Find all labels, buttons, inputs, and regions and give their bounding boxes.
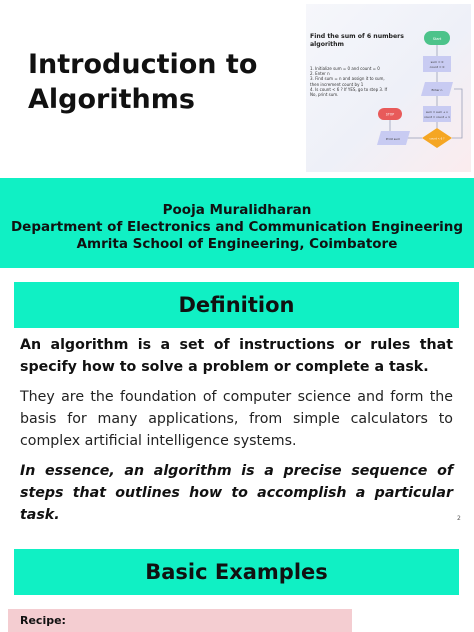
flow-input-label: Enter n — [431, 88, 443, 92]
flow-decision-label: count < 6 ? — [429, 137, 445, 141]
flow-start-label: Start — [432, 37, 442, 41]
flow-stop-label: STOP — [385, 112, 395, 117]
flow-init-label-2: count = 0 — [429, 65, 445, 69]
author-name: Pooja Muralidharan — [162, 202, 312, 218]
thumbnail-step: then increment count by 1 — [310, 81, 364, 87]
flowchart-diagram — [306, 4, 471, 172]
basic-examples-heading: Basic Examples — [14, 549, 459, 595]
thumbnail-step: 2. Enter n — [310, 71, 330, 77]
essence-paragraph: In essence, an algorithm is a precise sequence of steps that outlines how to accomplish a particular task. — [20, 463, 453, 523]
flow-init-label: sum = 0 — [430, 60, 444, 64]
flow-count-label: count = count + 1 — [424, 115, 450, 119]
definition-paragraph: An algorithm is a set of instructions or rules that specify how to solve a problem or complete a task. — [20, 337, 453, 375]
recipe-label: Recipe: — [20, 614, 66, 627]
flow-sum — [423, 106, 451, 122]
flow-init — [423, 56, 451, 72]
thumbnail-step: No, print sum. — [310, 91, 339, 97]
definition-heading: Definition — [14, 282, 459, 328]
page-title: Introduction to Algorithms — [28, 49, 258, 115]
foundation-paragraph: They are the foundation of computer science and form the basis for many applications, from simple calculators to complex artificial intelligence systems. — [20, 389, 453, 449]
flow-output-label: Print sum — [385, 137, 401, 141]
thumbnail-step: 1. Initialize sum = 0 and count = 0 — [310, 66, 380, 71]
thumbnail-title: Find the sum of 6 numbers algorithm — [310, 33, 404, 48]
school-name: Amrita School of Engineering, Coimbatore — [76, 236, 398, 252]
slide-number: 2 — [457, 515, 461, 522]
thumbnail-step: 3. Find sum = n and assign it to sum, — [310, 76, 385, 82]
thumbnail-step: 4. Is count < 6 ? If YES, go to step 3. If — [310, 86, 388, 92]
author-band — [0, 178, 474, 268]
department-name: Department of Electronics and Communication Engineering — [10, 219, 464, 235]
flow-sum-label: sum = sum + n — [426, 110, 448, 114]
recipe-bar — [8, 609, 352, 632]
flowchart-thumbnail — [306, 4, 471, 172]
